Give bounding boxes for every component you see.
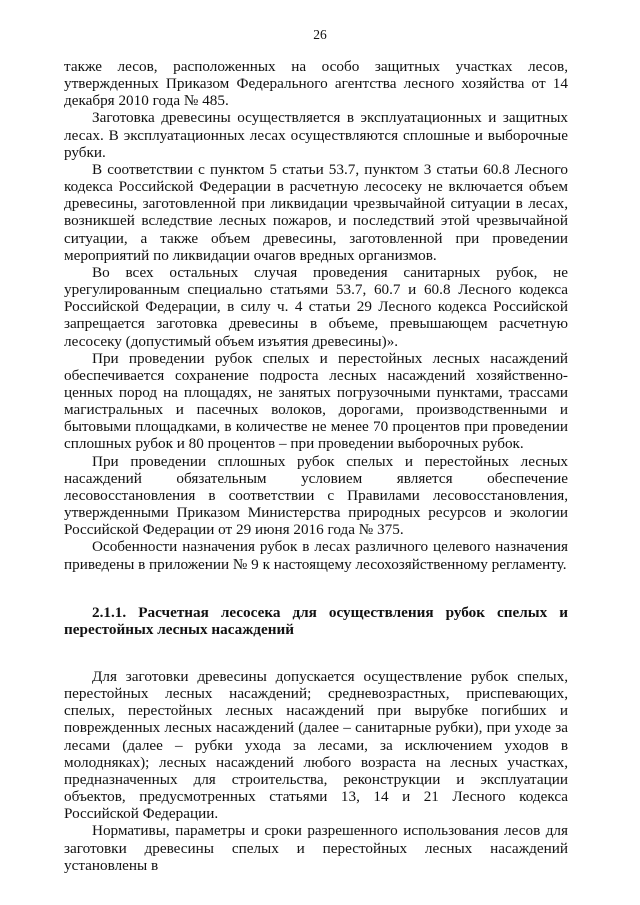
paragraph-timber-harvesting: Заготовка древесины осуществляется в эксплуатационных и защитных лесах. В эксплуатационных лесах осуществляются сплошные и выборочные рубки. <box>64 109 568 161</box>
paragraph-felling-types: Для заготовки древесины допускается осуществление рубок спелых, перестойных лесных насаждений; средневозрастных, приспевающих, спелых, перестойных лесных насаждений при вырубке погибших и поврежденных лесных насаждений (далее – санитарные рубки), при уходе за лесами (далее – рубки ухода за лесами, за исключением уходов в молодняках); лесных насаждений любого возраста на лесных участках, предназначенных для строительства, реконструкции и эксплуатации объектов, предусмотренных статьями 13, 14 и 21 Лесного кодекса Российской Федерации. <box>64 668 568 823</box>
paragraph-sanitary-felling: Во всех остальных случая проведения санитарных рубок, не урегулированным специально статьями 53.7, 60.7 и 60.8 Лесного кодекса Российской Федерации, в силу ч. 4 статьи 29 Лесного кодекса Российской запрещается заготовка древесины в объеме, превышающем расчетную лесосеку (допустимый объем изъятия древесины)». <box>64 263 568 350</box>
section-heading: 2.1.1. Расчетная лесосека для осуществления рубок спелых и перестойных лесных насаждений <box>64 604 568 639</box>
paragraph-appendix-reference: Особенности назначения рубок в лесах различного целевого назначения приведены в приложении № 9 к настоящему лесохозяйственному регламенту. <box>64 538 568 573</box>
body-text-bottom <box>64 668 568 874</box>
paragraph-allowable-cut-exclusion: В соответствии с пунктом 5 статьи 53.7, пунктом 3 статьи 60.8 Лесного кодекса Российской Федерации в расчетную лесосеку не включается объем древесины, заготовленной при ликвидации чрезвычайной ситуации в лесах, возникшей вследствие лесных пожаров, и последствий этой чрезвычайной ситуации, а также объем древесины, заготовленной при проведении мероприятий по ликвидации очагов вредных организмов. <box>64 160 568 264</box>
paragraph-norms-parameters: Нормативы, параметры и сроки разрешенного использования лесов для заготовки древесины спелых и перестойных лесных насаждений установлены в <box>64 822 568 874</box>
paragraph-reforestation: При проведении сплошных рубок спелых и перестойных лесных насаждений обязательным условием является обеспечение лесовосстановления в соответствии с Правилами лесовосстановления, утвержденными Приказом Министерства природных ресурсов и экологии Российской Федерации от 29 июня 2016 года № 375. <box>64 452 568 539</box>
paragraph-undergrowth-preservation: При проведении рубок спелых и перестойных лесных насаждений обеспечивается сохранение подроста лесных насаждений хозяйственно-ценных пород на площадях, не занятых погрузочными пунктами, трассами магистральных и пасечных волоков, дорогами, производственными и бытовыми площадками, в количестве не менее 70 процентов при проведении сплошных рубок и 80 процентов – при проведении выборочных рубок. <box>64 349 568 453</box>
page-number: 26 <box>313 27 327 42</box>
body-text-top <box>64 58 568 573</box>
paragraph-continuation: также лесов, расположенных на особо защитных участках лесов, утвержденных Приказом Федерального агентства лесного хозяйства от 14 декабря 2010 года № 485. <box>64 58 568 110</box>
